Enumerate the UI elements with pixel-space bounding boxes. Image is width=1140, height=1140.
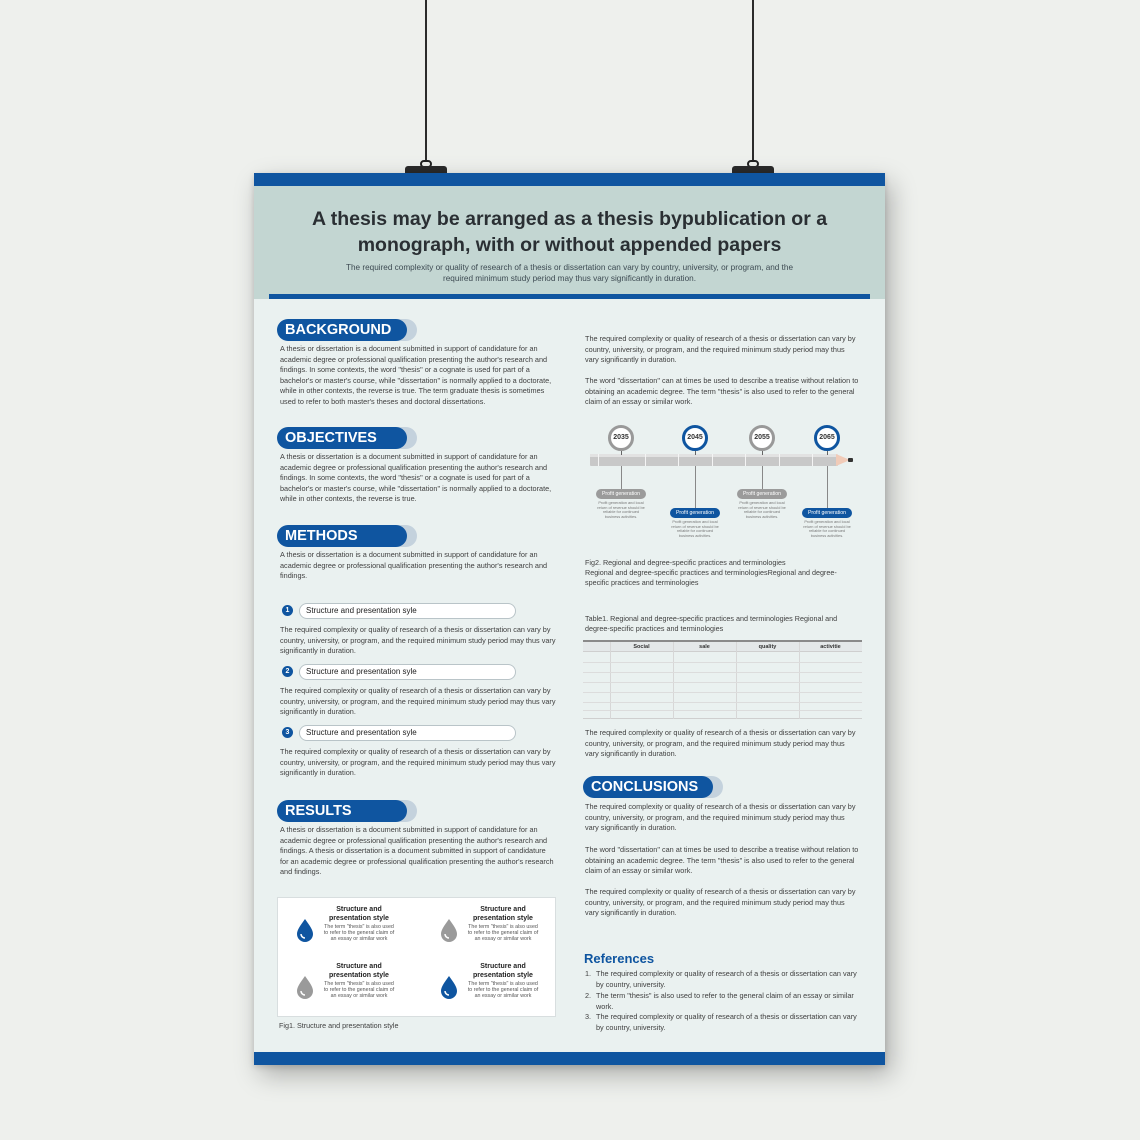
reference-item-3: 3. The required complexity or quality of research of a thesis or dissertation can vary by country, university.	[585, 1012, 857, 1032]
timeline-pin-2035: 2035	[608, 425, 634, 451]
method-item-label: Structure and presentation syle	[299, 664, 516, 680]
method-item-2: 2 Structure and presentation syle	[280, 664, 520, 680]
feature-title: Structure and presentation style	[329, 963, 389, 979]
method-item-1-text: The required complexity or quality of research of a thesis or dissertation can vary by country, university, or program, and the required minimum study period may thus vary significantly in duration.	[280, 625, 556, 656]
method-item-label: Structure and presentation syle	[299, 603, 516, 619]
objectives-heading: OBJECTIVES	[277, 427, 417, 449]
milestone-desc: Profit generation and local return of revenue should be reliable for continued business activities.	[738, 500, 786, 520]
figure-2-text: Regional and degree-specific practices and terminologiesRegional and degree-specific practices and terminologies	[585, 568, 837, 587]
results-heading: RESULTS	[277, 800, 417, 822]
feature-desc: The term "thesis" is also used to refer to the general claim of an essay or similar work	[323, 981, 395, 1000]
method-item-2-text: The required complexity or quality of research of a thesis or dissertation can vary by country, university, or program, and the required minimum study period may thus vary significantly in duration.	[280, 686, 556, 717]
data-table	[583, 640, 862, 719]
table-header-cell: quality	[736, 642, 799, 652]
milestone-label: Profit generation	[802, 508, 852, 518]
reference-item-1: 1. The required complexity or quality of research of a thesis or dissertation can vary by country, university.	[585, 969, 857, 989]
methods-heading: METHODS	[277, 525, 417, 547]
timeline-pin-2055: 2055	[749, 425, 775, 451]
poster	[254, 173, 885, 1065]
table-header-cell: Social	[610, 642, 673, 652]
milestone-desc: Profit generation and local return of revenue should be reliable for continued business activities.	[597, 500, 645, 520]
table-header-cell: activitie	[799, 642, 862, 652]
milestone-label: Profit generation	[596, 489, 646, 499]
milestone-desc: Profit generation and local return of revenue should be reliable for continued business activities.	[803, 519, 851, 539]
conclusions-paragraph-3: The required complexity or quality of research of a thesis or dissertation can vary by country, university, or program, and the required minimum study period may thus vary significantly in duration.	[585, 887, 856, 918]
feature-title: Structure and presentation style	[473, 906, 533, 922]
figure-1	[277, 897, 556, 1017]
header-rule	[269, 294, 870, 299]
timeline-pin-2065: 2065	[814, 425, 840, 451]
table-1-caption: Table1. Regional and degree-specific practices and terminologies Regional and degree-specific practices and terminologies	[585, 614, 838, 633]
feature-title: Structure and presentation style	[473, 963, 533, 979]
background-text: A thesis or dissertation is a document submitted in support of candidature for an academic degree or professional qualification presenting the author's research and findings. In some contexts, the word "thesis" or a cognate is used for part of a bachelor's or master's course, while "dissertation" is normally applied to a doctorate, while in other contexts, the reverse is true. The term graduate thesis is sometimes used to refer to both master's theses and doctoral dissertations.	[280, 344, 552, 406]
feature-title: Structure and presentation style	[329, 906, 389, 922]
intro-paragraph-1: The required complexity or quality of research of a thesis or dissertation can vary by country, university, or program, and the required minimum study period may thus vary significantly in duration.	[585, 334, 856, 365]
hanging-wire-left	[425, 0, 427, 162]
references-heading: References	[584, 951, 655, 966]
figure-1-caption: Fig1. Structure and presentation style	[279, 1021, 399, 1030]
poster-title: A thesis may be arranged as a thesis bypublication or a monograph, with or without appended papers	[311, 208, 828, 256]
milestone-label: Profit generation	[737, 489, 787, 499]
figure-2-caption: Fig2. Regional and degree-specific practices and terminologies	[585, 558, 786, 567]
table-header-cell: sale	[673, 642, 736, 652]
poster-subtitle: The required complexity or quality of research of a thesis or dissertation can vary by country, university, or program, and the required minimum study period may thus vary significantly in duration.	[345, 263, 794, 283]
poster-top-bar	[254, 173, 885, 186]
milestone-label: Profit generation	[670, 508, 720, 518]
hanging-wire-right	[752, 0, 754, 162]
water-drop-icon	[296, 975, 314, 999]
method-item-label: Structure and presentation syle	[299, 725, 516, 741]
timeline-pin-2045: 2045	[682, 425, 708, 451]
feature-desc: The term "thesis" is also used to refer to the general claim of an essay or similar work	[467, 981, 539, 1000]
background-heading: BACKGROUND	[277, 319, 417, 341]
intro-paragraph-2: The word "dissertation" can at times be used to describe a treatise without relation to obtaining an academic degree. The term "thesis" is also used to refer to the general claim of an essay or similar work.	[585, 376, 859, 407]
method-item-3-text: The required complexity or quality of research of a thesis or dissertation can vary by country, university, or program, and the required minimum study period may thus vary significantly in duration.	[280, 747, 556, 778]
water-drop-icon	[296, 918, 314, 942]
poster-bottom-bar	[254, 1052, 885, 1065]
feature-desc: The term "thesis" is also used to refer to the general claim of an essay or similar work	[467, 924, 539, 943]
water-drop-icon	[440, 918, 458, 942]
reference-item-2: 2. The term "thesis" is also used to refer to the general claim of an essay or similar work.	[585, 991, 854, 1011]
conclusions-heading: CONCLUSIONS	[583, 776, 723, 798]
poster-header	[254, 186, 885, 299]
method-item-1: 1 Structure and presentation syle	[280, 603, 520, 619]
water-drop-icon	[440, 975, 458, 999]
feature-cell-4	[430, 963, 560, 1015]
methods-text: A thesis or dissertation is a document submitted in support of candidature for an academic degree or professional qualification presenting the author's research and findings.	[280, 550, 548, 581]
conclusions-paragraph-2: The word "dissertation" can at times be used to describe a treatise without relation to obtaining an academic degree. The term "thesis" is also used to refer to the general claim of an essay or similar work.	[585, 845, 859, 876]
results-text: A thesis or dissertation is a document submitted in support of candidature for an academic degree or professional qualification presenting the author's research and findings. A thesis or dissertation is a document submitted in support of candidature for an academic degree or professional qualification presenting the author's research and findings.	[280, 825, 554, 877]
conclusions-paragraph-1: The required complexity or quality of research of a thesis or dissertation can vary by country, university, or program, and the required minimum study period may thus vary significantly in duration.	[585, 802, 856, 833]
objectives-text: A thesis or dissertation is a document submitted in support of candidature for an academic degree or professional qualification presenting the author's research and findings. In some contexts, the word "thesis" or a cognate is used for part of a bachelor's or master's course, while "dissertation" is normally applied to a doctorate, while in other contexts, the reverse is true.	[280, 452, 552, 504]
feature-cell-2	[430, 906, 560, 958]
feature-desc: The term "thesis" is also used to refer to the general claim of an essay or similar work	[323, 924, 395, 943]
table-header-cell	[583, 642, 610, 652]
feature-cell-3	[286, 963, 416, 1015]
timeline-figure	[586, 425, 856, 545]
method-item-3: 3 Structure and presentation syle	[280, 725, 520, 741]
feature-cell-1	[286, 906, 416, 958]
milestone-desc: Profit generation and local return of revenue should be reliable for continued business activities.	[671, 519, 719, 539]
table-note-paragraph: The required complexity or quality of research of a thesis or dissertation can vary by country, university, or program, and the required minimum study period may thus vary significantly in duration.	[585, 728, 856, 759]
